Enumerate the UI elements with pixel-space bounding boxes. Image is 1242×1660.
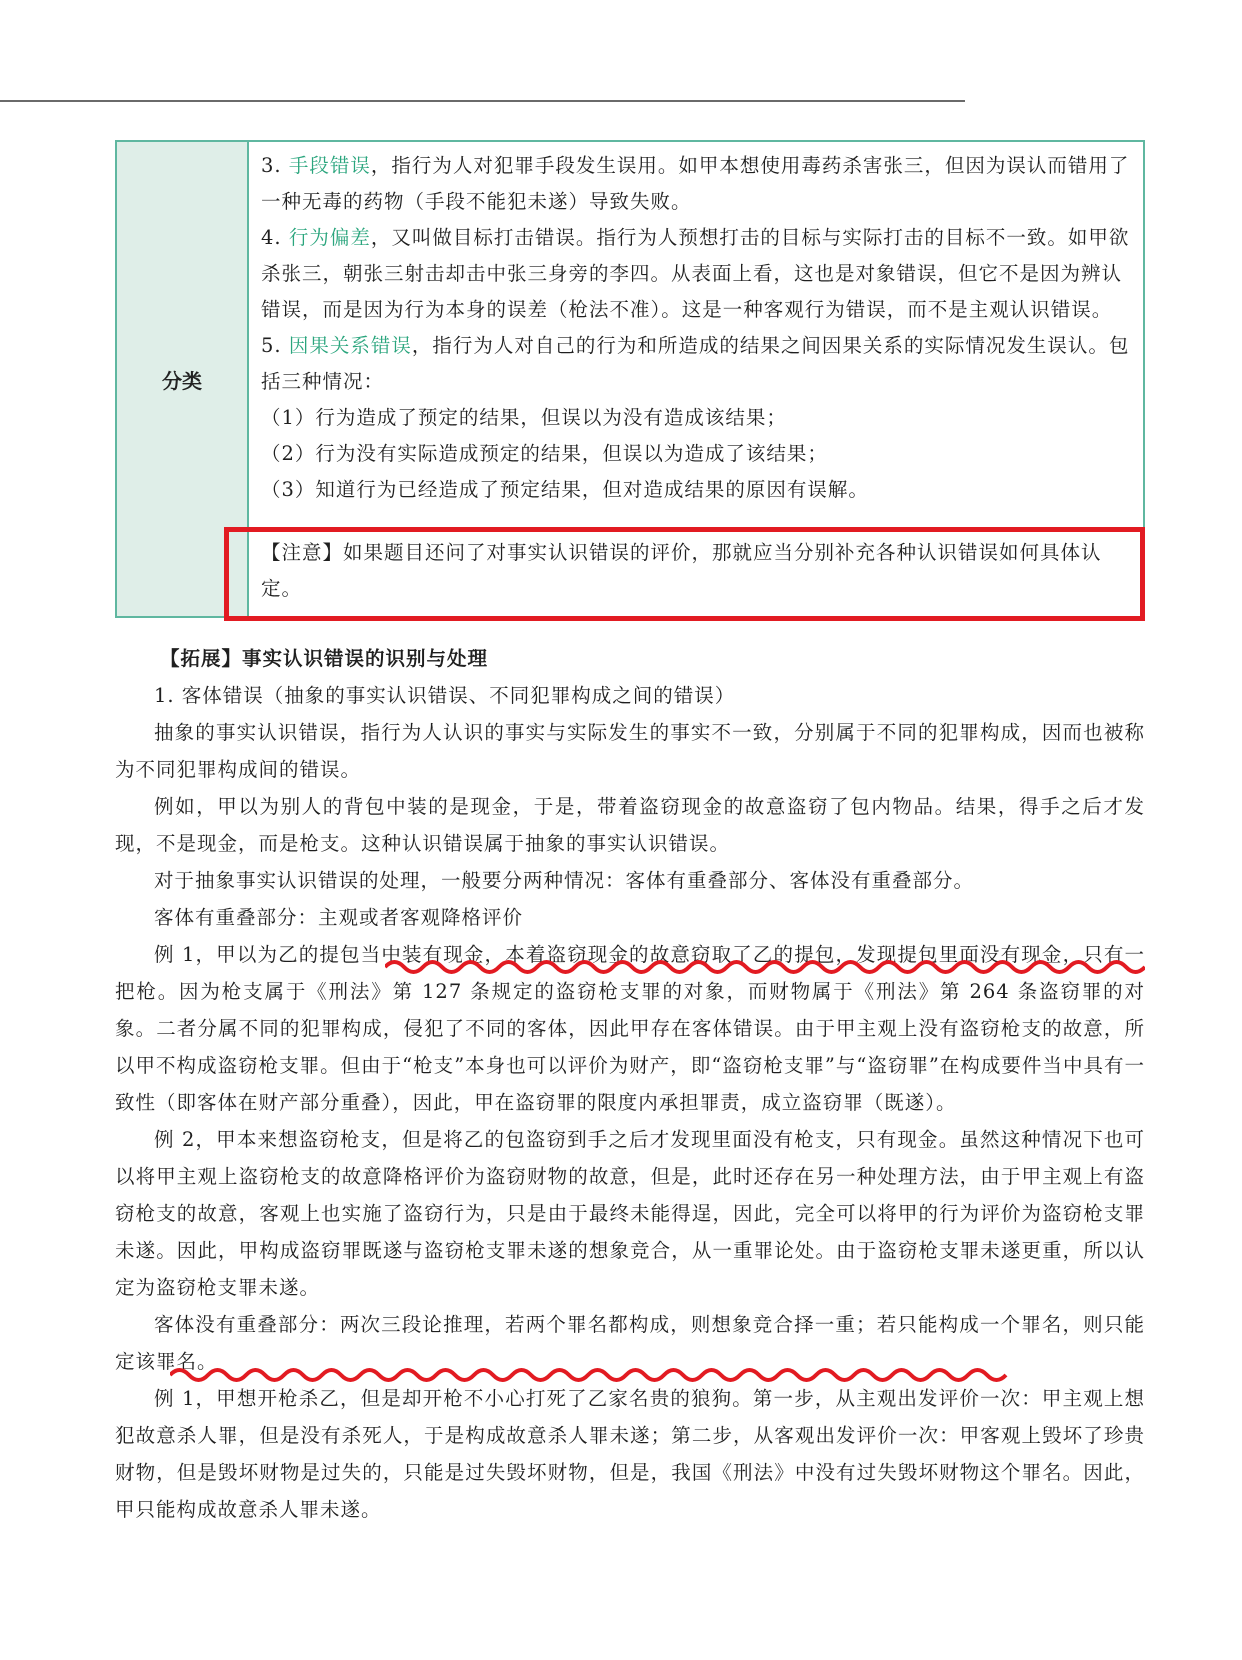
paragraph-overlap-example-2: 例 2，甲本来想盗窃枪支，但是将乙的包盗窃到手之后才发现里面没有枪支，只有现金。虽然这种情况下也可以将甲主观上盗窃枪支的故意降格评价为盗窃财物的故意，但是，此时还存在另一种处理方法，由于甲主观上有盗窃枪支的故意，客观上也实施了盗窃行为，只是由于最终未能得逞，因此，完全可以将甲的行为评价为盗窃枪支罪未遂。因此，甲构成盗窃罪既遂与盗窃枪支罪未遂的想象竞合，从一重罪论处。由于盗窃枪支罪未遂更重，所以认定为盗窃枪支罪未遂。 <box>115 1128 1145 1299</box>
paragraph-example: 例如，甲以为别人的背包中装的是现金，于是，带着盗窃现金的故意盗窃了包内物品。结果，得手之后才发现，不是现金，而是枪支。这种认识错误属于抽象的事实认识错误。 <box>115 795 1145 855</box>
subheading-object-error: 1. 客体错误（抽象的事实认识错误、不同犯罪构成之间的错误） <box>154 684 736 707</box>
paragraph-handling: 对于抽象事实认识错误的处理，一般要分两种情况：客体有重叠部分、客体没有重叠部分。 <box>154 869 975 892</box>
paragraph-overlap-example-1: 例 1，甲以为乙的提包当中装有现金，本着盗窃现金的故意窃取了乙的提包，发现提包里面没有现金，只有一把枪。因为枪支属于《刑法》第 127 条规定的盗窃枪支罪的对象，而财物属于《刑法》第 264 条盗窃罪的对象。二者分属不同的犯罪构成，侵犯了不同的客体，因此甲存在客体错误。由于甲主观上没有盗窃枪支的故意，所以甲不构成盗窃枪支罪。但由于“枪支”本身也可以评价为财产，即“盗窃枪支罪”与“盗窃罪”在构成要件当中具有一致性（即客体在财产部分重叠），因此，甲在盗窃罪的限度内承担罪责，成立盗窃罪（既遂）。 <box>115 943 1145 1114</box>
term-causation-error: 因果关系错误 <box>288 334 412 357</box>
sub-item-1: （1）行为造成了预定的结果，但误以为没有造成该结果； <box>261 406 787 429</box>
extension-section <box>115 640 1145 1528</box>
sub-item-3: （3）知道行为已经造成了预定结果，但对造成结果的原因有误解。 <box>261 478 869 501</box>
sub-item-2: （2）行为没有实际造成预定的结果，但误以为造成了该结果； <box>261 442 828 465</box>
item-means-error: 3. 手段错误，指行为人对犯罪手段发生误用。如甲本想使用毒药杀害张三，但因为误认而错用了一种无毒的药物（手段不能犯未遂）导致失败。 <box>261 154 1130 213</box>
table-label: 分类 <box>162 368 202 393</box>
header-rule <box>0 100 965 102</box>
item-action-deviation: 4. 行为偏差，又叫做目标打击错误。指行为人预想打击的目标与实际打击的目标不一致。如甲欲杀张三，朝张三射击却击中张三身旁的李四。从表面上看，这也是对象错误，但它不是因为辨认错误，而是因为行为本身的误差（枪法不准）。这是一种客观行为错误，而不是主观认识错误。 <box>261 226 1130 321</box>
section-heading: 【拓展】事实认识错误的识别与处理 <box>160 647 489 670</box>
subheading-overlap: 客体有重叠部分：主观或者客观降格评价 <box>154 906 524 929</box>
term-means-error: 手段错误 <box>288 154 371 177</box>
classification-items <box>249 142 1143 527</box>
paragraph-no-overlap: 客体没有重叠部分：两次三段论推理，若两个罪名都构成，则想象竞合择一重；若只能构成一个罪名，则只能定该罪名。 <box>115 1313 1145 1373</box>
note-box: 【注意】如果题目还问了对事实认识错误的评价，那就应当分别补充各种认识错误如何具体认定。 <box>249 527 1143 616</box>
term-action-deviation: 行为偏差 <box>288 226 371 249</box>
paragraph-no-overlap-example: 例 1，甲想开枪杀乙，但是却开枪不小心打死了乙家名贵的狼狗。第一步，从主观出发评价一次：甲主观上想犯故意杀人罪，但是没有杀死人，于是构成故意杀人罪未遂；第二步，从客观出发评价一次：甲客观上毁坏了珍贵财物，但是毁坏财物是过失的，只能是过失毁坏财物，但是，我国《刑法》中没有过失毁坏财物这个罪名。因此，甲只能构成故意杀人罪未遂。 <box>115 1387 1145 1521</box>
red-highlight-box <box>224 527 1145 621</box>
item-causation-error: 5. 因果关系错误，指行为人对自己的行为和所造成的结果之间因果关系的实际情况发生误认。包括三种情况： <box>261 334 1130 393</box>
paragraph-definition: 抽象的事实认识错误，指行为人认识的事实与实际发生的事实不一致，分别属于不同的犯罪构成，因而也被称为不同犯罪构成间的错误。 <box>115 721 1145 781</box>
